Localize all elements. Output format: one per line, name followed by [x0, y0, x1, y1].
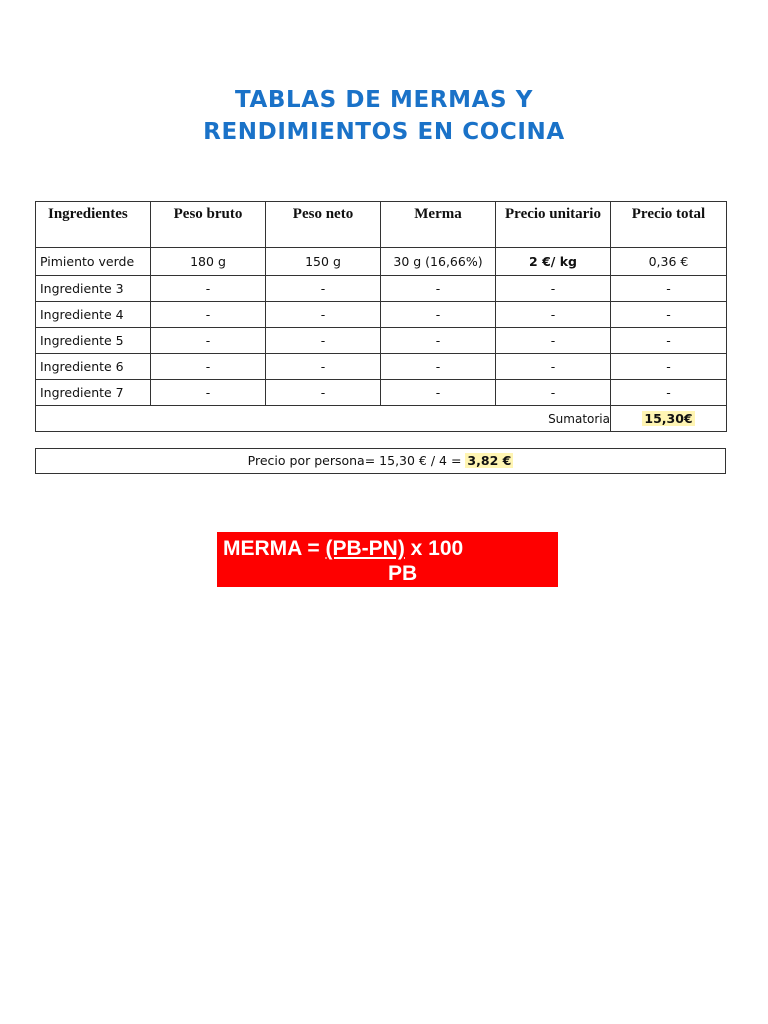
waste-table: [35, 201, 727, 432]
cell-precio-total: -: [611, 354, 727, 380]
cell-peso-bruto: -: [151, 380, 266, 406]
header-ingredientes: Ingredientes: [36, 202, 151, 248]
table-row: [36, 380, 727, 406]
cell-ingredient: Pimiento verde: [36, 248, 151, 276]
page-title: [0, 84, 768, 148]
cell-merma: 30 g (16,66%): [381, 248, 496, 276]
cell-peso-bruto: -: [151, 302, 266, 328]
sum-value: 15,30€: [644, 411, 693, 426]
title-line-1: TABLAS DE MERMAS Y: [234, 87, 534, 113]
cell-precio-total: -: [611, 380, 727, 406]
header-merma: Merma: [381, 202, 496, 248]
cell-precio-total: -: [611, 302, 727, 328]
table-header-row: [36, 202, 727, 248]
table-row: [36, 354, 727, 380]
cell-peso-neto: -: [266, 302, 381, 328]
table-row: [36, 328, 727, 354]
cell-precio-total: -: [611, 276, 727, 302]
cell-peso-neto: -: [266, 380, 381, 406]
merma-formula-box: [217, 532, 558, 587]
cell-precio-total: 0,36 €: [611, 248, 727, 276]
cell-peso-bruto: -: [151, 328, 266, 354]
header-precio-unitario: Precio unitario: [496, 202, 611, 248]
cell-merma: -: [381, 276, 496, 302]
price-per-person-box: [35, 448, 726, 474]
cell-precio-unitario: -: [496, 302, 611, 328]
cell-precio-total: -: [611, 328, 727, 354]
cell-merma: -: [381, 328, 496, 354]
cell-merma: -: [381, 302, 496, 328]
cell-precio-unitario: -: [496, 354, 611, 380]
sum-row: [36, 406, 727, 432]
cell-precio-unitario: 2 €/ kg: [496, 248, 611, 276]
cell-merma: -: [381, 354, 496, 380]
cell-peso-bruto: -: [151, 276, 266, 302]
formula-denominator: PB: [388, 562, 418, 585]
cell-peso-neto: -: [266, 276, 381, 302]
formula-suffix: x 100: [410, 537, 464, 560]
formula-numerator-line: [223, 537, 463, 561]
cell-peso-neto: -: [266, 328, 381, 354]
cell-ingredient: Ingrediente 5: [36, 328, 151, 354]
header-peso-bruto: Peso bruto: [151, 202, 266, 248]
formula-numerator: (PB-PN): [325, 537, 405, 560]
table-row: [36, 302, 727, 328]
cell-merma: -: [381, 380, 496, 406]
sum-value-cell: [611, 406, 727, 432]
table-row: [36, 276, 727, 302]
price-per-person-label: Precio por persona= 15,30 € / 4 =: [247, 453, 462, 468]
title-line-2: RENDIMIENTOS EN COCINA: [203, 119, 565, 145]
header-precio-total: Precio total: [611, 202, 727, 248]
cell-peso-bruto: -: [151, 354, 266, 380]
table-row: [36, 248, 727, 276]
price-per-person-value: 3,82 €: [467, 453, 512, 468]
cell-precio-unitario: -: [496, 328, 611, 354]
header-peso-neto: Peso neto: [266, 202, 381, 248]
cell-precio-unitario: -: [496, 276, 611, 302]
cell-precio-unitario: -: [496, 380, 611, 406]
cell-ingredient: Ingrediente 3: [36, 276, 151, 302]
formula-prefix: MERMA =: [223, 537, 320, 560]
sum-label: Sumatoria: [36, 406, 611, 432]
cell-peso-neto: -: [266, 354, 381, 380]
cell-peso-neto: 150 g: [266, 248, 381, 276]
cell-ingredient: Ingrediente 6: [36, 354, 151, 380]
cell-ingredient: Ingrediente 7: [36, 380, 151, 406]
cell-ingredient: Ingrediente 4: [36, 302, 151, 328]
cell-peso-bruto: 180 g: [151, 248, 266, 276]
